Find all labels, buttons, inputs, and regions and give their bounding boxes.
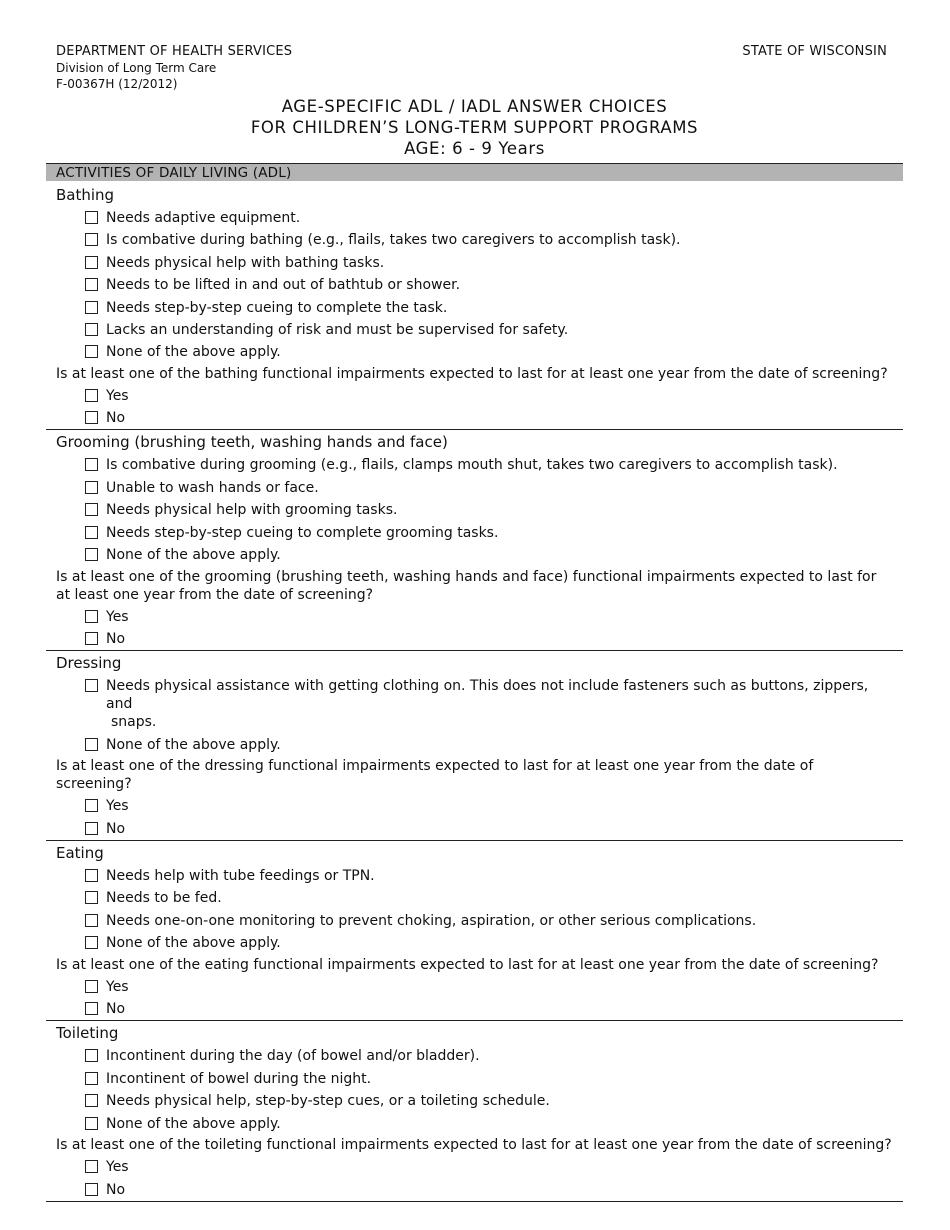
answer-yes[interactable] bbox=[46, 978, 903, 996]
section-bathing bbox=[46, 181, 903, 430]
section-title: Bathing bbox=[56, 186, 115, 204]
option-item[interactable] bbox=[46, 254, 903, 272]
checkbox[interactable] bbox=[85, 980, 98, 993]
checkbox[interactable] bbox=[85, 936, 98, 949]
option-item[interactable] bbox=[46, 209, 903, 227]
option-label: Incontinent of bowel during the night. bbox=[106, 1070, 372, 1087]
option-label: Needs step-by-step cueing to complete the task. bbox=[106, 299, 448, 316]
duration-question: Is at least one of the bathing functional impairments expected to last for at least one year from the date of screening? bbox=[56, 365, 888, 382]
answer-label: Yes bbox=[106, 1159, 129, 1176]
answer-label: Yes bbox=[106, 608, 129, 625]
section-header-bar bbox=[46, 163, 903, 181]
checkbox[interactable] bbox=[85, 679, 98, 692]
checkbox[interactable] bbox=[85, 503, 98, 516]
option-item[interactable] bbox=[46, 1092, 903, 1110]
option-item[interactable] bbox=[46, 321, 903, 339]
checkbox[interactable] bbox=[85, 1117, 98, 1130]
checkbox[interactable] bbox=[85, 458, 98, 471]
option-label: Lacks an understanding of risk and must be supervised for safety. bbox=[106, 321, 569, 338]
checkbox[interactable] bbox=[85, 632, 98, 645]
checkbox[interactable] bbox=[85, 822, 98, 835]
section-title: Grooming (brushing teeth, washing hands and face) bbox=[56, 433, 448, 452]
checkbox[interactable] bbox=[85, 738, 98, 751]
duration-question: Is at least one of the eating functional impairments expected to last for at least one year from the date of screening? bbox=[56, 956, 879, 973]
option-item[interactable] bbox=[46, 889, 903, 907]
answer-no[interactable] bbox=[46, 409, 903, 427]
answer-no[interactable] bbox=[46, 1000, 903, 1018]
answer-no[interactable] bbox=[46, 820, 903, 838]
option-item[interactable] bbox=[46, 867, 903, 885]
option-item[interactable] bbox=[46, 524, 903, 542]
checkbox[interactable] bbox=[85, 211, 98, 224]
option-label: Needs one-on-one monitoring to prevent choking, aspiration, or other serious complications. bbox=[106, 912, 757, 929]
option-label: None of the above apply. bbox=[106, 736, 281, 753]
answer-yes[interactable] bbox=[46, 387, 903, 405]
checkbox[interactable] bbox=[85, 411, 98, 424]
checkbox[interactable] bbox=[85, 1002, 98, 1015]
option-label: Needs adaptive equipment. bbox=[106, 210, 301, 226]
duration-question: Is at least one of the toileting functional impairments expected to last for at least one year from the date of screening? bbox=[56, 1137, 892, 1154]
answer-label: Yes bbox=[106, 798, 129, 815]
option-item[interactable] bbox=[46, 1070, 903, 1088]
checkbox[interactable] bbox=[85, 389, 98, 402]
form-title bbox=[46, 96, 903, 159]
checkbox[interactable] bbox=[85, 1094, 98, 1107]
checkbox[interactable] bbox=[85, 1160, 98, 1173]
option-label: None of the above apply. bbox=[106, 935, 281, 952]
section-title: Eating bbox=[56, 843, 104, 862]
form-id: F-00367H (12/2012) bbox=[56, 77, 178, 91]
checkbox[interactable] bbox=[85, 278, 98, 291]
option-label: Unable to wash hands or face. bbox=[106, 479, 319, 496]
option-label-line: Needs physical assistance with getting clothing on. This does not include fasteners such as buttons, zippers, and bbox=[106, 678, 869, 713]
department-name: DEPARTMENT OF HEALTH SERVICES bbox=[56, 44, 293, 59]
answer-no[interactable] bbox=[46, 1181, 903, 1199]
answer-yes[interactable] bbox=[46, 797, 903, 815]
section-toileting bbox=[46, 1021, 903, 1202]
option-label: Incontinent during the day (of bowel and/or bladder). bbox=[106, 1048, 480, 1065]
checkbox[interactable] bbox=[85, 1183, 98, 1196]
division-name: Division of Long Term Care bbox=[56, 61, 217, 75]
option-label: Needs to be lifted in and out of bathtub or shower. bbox=[106, 277, 461, 294]
option-item[interactable] bbox=[46, 1115, 903, 1133]
title-line-2: FOR CHILDREN’S LONG-TERM SUPPORT PROGRAMS bbox=[250, 118, 699, 137]
option-label-continuation: snaps. bbox=[111, 714, 157, 731]
option-label: Needs physical help, step-by-step cues, or a toileting schedule. bbox=[106, 1093, 550, 1110]
answer-no[interactable] bbox=[46, 630, 903, 648]
checkbox[interactable] bbox=[85, 869, 98, 882]
section-eating bbox=[46, 841, 903, 1022]
answer-label: No bbox=[106, 1001, 126, 1018]
checkbox[interactable] bbox=[85, 526, 98, 539]
checkbox[interactable] bbox=[85, 891, 98, 904]
checkbox[interactable] bbox=[85, 610, 98, 623]
checkbox[interactable] bbox=[85, 233, 98, 246]
option-item[interactable] bbox=[46, 276, 903, 294]
option-label bbox=[106, 677, 903, 731]
option-label: Is combative during grooming (e.g., flails, clamps mouth shut, takes two caregivers to accomplish task). bbox=[106, 457, 838, 474]
checkbox[interactable] bbox=[85, 1049, 98, 1062]
option-label: Needs physical help with grooming tasks. bbox=[106, 502, 398, 519]
answer-label: Yes bbox=[106, 387, 129, 404]
section-header-label: ACTIVITIES OF DAILY LIVING (ADL) bbox=[56, 165, 292, 181]
answer-label: No bbox=[106, 1181, 126, 1198]
option-item[interactable] bbox=[46, 456, 903, 474]
form-content bbox=[46, 181, 903, 1202]
title-line-3: AGE: 6 - 9 Years bbox=[404, 139, 545, 158]
option-item[interactable] bbox=[46, 1047, 903, 1065]
option-label: Is combative during bathing (e.g., flails, takes two caregivers to accomplish task). bbox=[106, 232, 681, 249]
checkbox[interactable] bbox=[85, 1072, 98, 1085]
section-dressing bbox=[46, 651, 903, 841]
checkbox[interactable] bbox=[85, 799, 98, 812]
option-label: Needs physical help with bathing tasks. bbox=[106, 254, 385, 271]
answer-yes[interactable] bbox=[46, 1158, 903, 1176]
option-label: None of the above apply. bbox=[106, 547, 281, 564]
answer-label: Yes bbox=[106, 978, 129, 995]
answer-label: No bbox=[106, 631, 126, 648]
answer-label: No bbox=[106, 820, 126, 837]
checkbox[interactable] bbox=[85, 914, 98, 927]
section-title: Toileting bbox=[56, 1024, 119, 1043]
section-grooming bbox=[46, 430, 903, 651]
duration-question: Is at least one of the grooming (brushing teeth, washing hands and face) functional impairments expected to last for at least one year from the date of screening? bbox=[56, 568, 877, 603]
duration-question: Is at least one of the dressing functional impairments expected to last for at least one year from the date of screening? bbox=[56, 758, 814, 793]
option-item[interactable] bbox=[46, 934, 903, 952]
state-name: STATE OF WISCONSIN bbox=[742, 44, 887, 59]
answer-label: No bbox=[106, 410, 126, 427]
option-item[interactable] bbox=[46, 736, 903, 754]
header-left bbox=[56, 44, 292, 92]
option-item[interactable] bbox=[46, 343, 903, 361]
section-title: Dressing bbox=[56, 654, 122, 673]
option-label: Needs help with tube feedings or TPN. bbox=[106, 867, 375, 884]
checkbox[interactable] bbox=[85, 345, 98, 358]
option-label: None of the above apply. bbox=[106, 344, 281, 361]
checkbox[interactable] bbox=[85, 481, 98, 494]
option-item[interactable] bbox=[46, 546, 903, 564]
option-item[interactable] bbox=[46, 299, 903, 317]
option-label: Needs to be fed. bbox=[106, 890, 222, 907]
answer-yes[interactable] bbox=[46, 608, 903, 626]
checkbox[interactable] bbox=[85, 301, 98, 314]
checkbox[interactable] bbox=[85, 256, 98, 269]
option-label: None of the above apply. bbox=[106, 1115, 281, 1132]
option-label: Needs step-by-step cueing to complete grooming tasks. bbox=[106, 524, 499, 541]
option-item[interactable] bbox=[46, 677, 903, 731]
option-item[interactable] bbox=[46, 501, 903, 519]
option-item[interactable] bbox=[46, 479, 903, 497]
title-line-1: AGE-SPECIFIC ADL / IADL ANSWER CHOICES bbox=[281, 97, 668, 116]
checkbox[interactable] bbox=[85, 548, 98, 561]
checkbox[interactable] bbox=[85, 323, 98, 336]
option-item[interactable] bbox=[46, 231, 903, 249]
option-item[interactable] bbox=[46, 912, 903, 930]
